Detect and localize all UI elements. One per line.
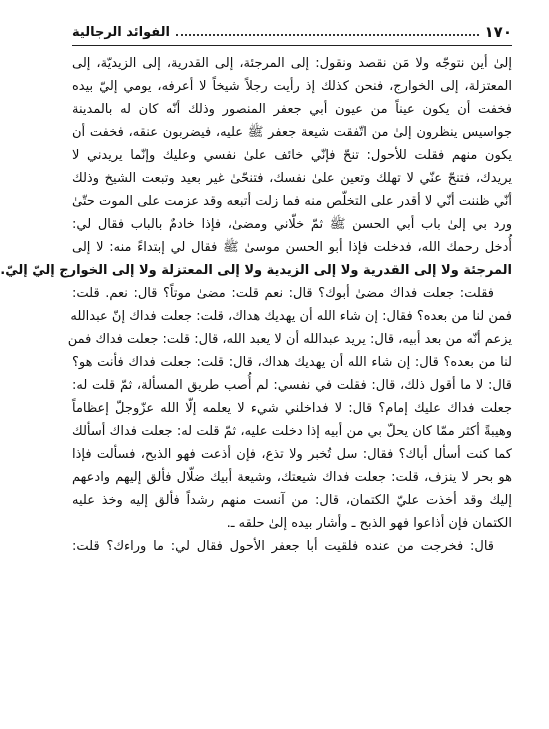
header-dot-leader <box>176 34 479 36</box>
text-line: لنا من بعده؟ قال: إن شاء الله أن يهديك هداك، قال: قلت: جعلت فداك فأنت هو؟ <box>72 355 512 370</box>
text-line: المرجئة ولا إلى القدرية ولا إلى الزيدية ولا إلى المعتزلة ولا إلى الخوارج إليّ إليّ. <box>0 263 512 278</box>
text-line: ورد بي إلىٰ باب أبي الحسن ﷺ ثمّ خلّاني ومضىٰ، فإذا خادمٌ بالباب فقال لي: <box>72 217 512 232</box>
body-text <box>0 52 512 558</box>
text-line: المعتزلة، إلى الخوارج، فنحن كذلك إذ رأيت رجلاً شيخاً لا أعرفه، يومي إليّ بيده <box>72 79 512 94</box>
text-line: يكون منهم فقلت للأحول: تنحّ فإنّي خائف علىٰ نفسي وعليك وإنّما يريدني لا <box>72 148 512 163</box>
text-line: هو بحر لا ينزف، قلت: جعلت فداك شيعتك، وشيعة أبيك ضلّال فألق إليهم وادعهم <box>72 470 512 485</box>
text-line: وهيبةً أكثر ممّا كان يحلّ بي من أبيه إذا دخلت عليه، ثمّ قلت له: جعلت فداك أسألك <box>72 424 512 439</box>
text-line: فخفت أن يكون عيناً من عيون أبي جعفر المنصور وذلك أنّه كان له بالمدينة <box>72 102 512 117</box>
text-line: فمن لنا من بعده؟ فقال: إن شاء الله أن يهديك هداك، قلت: جعلت فداك إنّ عبدالله <box>70 309 512 324</box>
text-line: جواسيس ينظرون إلىٰ من اتّفقت شيعة جعفر ﷺ عليه، فيضربون عنقه، فخفت أن <box>72 125 512 140</box>
text-line: جعلت فداك عليك إمام؟ قال: لا فداخلني شيء لا يعلمه إلّا الله عزّوجلّ إعظاماً <box>72 401 512 416</box>
text-line: إليك وقد أخذت عليّ الكتمان، قال: من آنست منهم رشداً فألق إليه وخذ عليه <box>72 493 512 508</box>
header-rule <box>72 45 512 46</box>
text-line: الكتمان فإن أذاعوا فهو الذبح ـ وأشار بيده إلىٰ حلقه ـ. <box>226 516 512 531</box>
text-line: كما كنت أسأل أباك؟ فقال: سل تُخبر ولا تذع، فإن أذعت فهو الذبح، فسألت فإذا <box>72 447 512 462</box>
text-line: قال: لا ما أقول ذلك، قال: فقلت في نفسي: لم أُصب طريق المسألة، ثمّ قلت له: <box>72 378 512 393</box>
text-line: أنّي ظننت أنّي لا أقدر على التخلّص منه فما زلت أتبعه وقد عزمت على الموت حتّىٰ <box>72 194 512 209</box>
text-line: يريدك، فتنحّ عنّي لا تهلك وتعين علىٰ نفسك، فتنحّىٰ غير بعيد وتبعت الشيخ وذلك <box>72 171 512 186</box>
page-header <box>72 22 512 42</box>
text-line: إلىٰ أين نتوجّه ولا مَن نقصد ونقول: إلى المرجئة، إلى القدرية، إلى الزيديّة، إلى <box>72 56 512 71</box>
text-line: قال: فخرجت من عنده فلقيت أبا جعفر الأحول فقال لي: ما وراءك؟ قلت: <box>72 539 494 554</box>
text-line: فقلت: جعلت فداك مضىٰ أبوك؟ قال: نعم قلت: مضىٰ موتاً؟ قال: نعم. قلت: <box>72 286 494 301</box>
text-line: أُدخل رحمك الله، فدخلت فإذا أبو الحسن موسىٰ ﷺ فقال لي إبتداءً منه: لا إلى <box>72 240 512 255</box>
running-title: الفوائد الرجالية <box>72 24 170 40</box>
page-number: ١٧٠ <box>484 23 512 41</box>
text-line: يزعم أنّه من بعد أبيه، قال: يريد عبدالله أن لا يعبد الله، قال: قلت: جعلت فداك فمن <box>67 332 512 347</box>
